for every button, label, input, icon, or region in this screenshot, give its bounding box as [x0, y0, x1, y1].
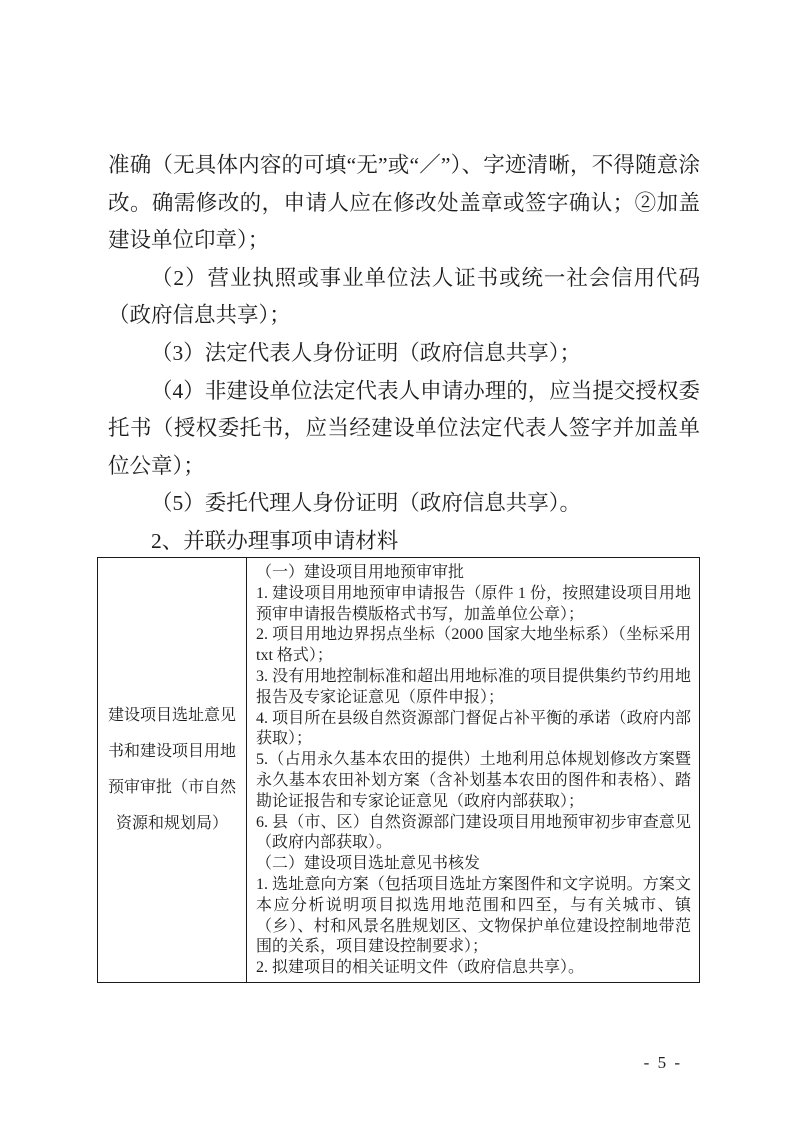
paragraph: （3）法定代表人身份证明（政府信息共享）；: [151, 340, 582, 365]
item-name-text: 建设项目选址意见书和建设项目用地预审审批（市自然资源和规划局）: [108, 707, 237, 832]
paragraph: （2）营业执照或事业单位法人证书或统一社会信用代码（政府信息共享）；: [108, 265, 700, 328]
material-line: 2. 拟建项目的相关证明文件（政府信息共享）。: [256, 959, 585, 977]
material-line: 1. 选址意向方案（包括项目选址方案图件和文字说明。方案文本应分析说明项目拟选用地范围和四至，与有关城市、镇（乡）、村和风景名胜规划区、文物保护单位建设控制地带范围的关系，项目建设控制要求）；: [256, 875, 691, 956]
paragraph: （5）委托代理人身份证明（政府信息共享）。: [151, 491, 582, 516]
material-line: 1. 建设项目用地预审申请报告（原件 1 份，按照建设项目用地预审申请报告模版格式书写，加盖单位公章）；: [256, 584, 691, 623]
materials-table: [97, 557, 700, 983]
material-line: 3. 没有用地控制标准和超出用地标准的项目提供集约节约用地报告及专家论证意见（原件申报）；: [256, 667, 691, 706]
paragraph: （4）非建设单位法定代表人申请办理的，应当提交授权委托书（授权委托书，应当经建设单位法定代表人签字并加盖单位公章）；: [108, 378, 700, 478]
paragraph: 2、并联办理事项申请材料: [151, 528, 399, 553]
material-line: （一）建设项目用地预审审批: [256, 564, 465, 581]
paragraph: 准确（无具体内容的可填“无”或“／”）、字迹清晰，不得随意涂改。确需修改的，申请人应在修改处盖章或签字确认；②加盖建设单位印章）；: [108, 153, 700, 253]
material-line: 6. 县（市、区）自然资源部门建设项目用地预审初步审查意见（政府内部获取）。: [256, 813, 691, 852]
table-cell-materials: [247, 558, 699, 982]
material-line: （二）建设项目选址意见书核发: [256, 855, 481, 873]
material-line: 4. 项目所在县级自然资源部门督促占补平衡的承诺（政府内部获取）；: [256, 709, 691, 748]
material-line: 5.（占用永久基本农田的提供）土地利用总体规划修改方案暨永久基本农田补划方案（含补划基本农田的图件和表格）、踏勘论证报告和专家论证意见（政府内部获取）；: [256, 751, 691, 810]
material-line: 2. 项目用地边界拐点坐标（2000 国家大地坐标系）（坐标采用 txt 格式）；: [256, 626, 691, 665]
table-cell-item-name: [98, 558, 247, 982]
page-number: - 5 -: [643, 1053, 682, 1072]
document-body: [108, 147, 700, 561]
